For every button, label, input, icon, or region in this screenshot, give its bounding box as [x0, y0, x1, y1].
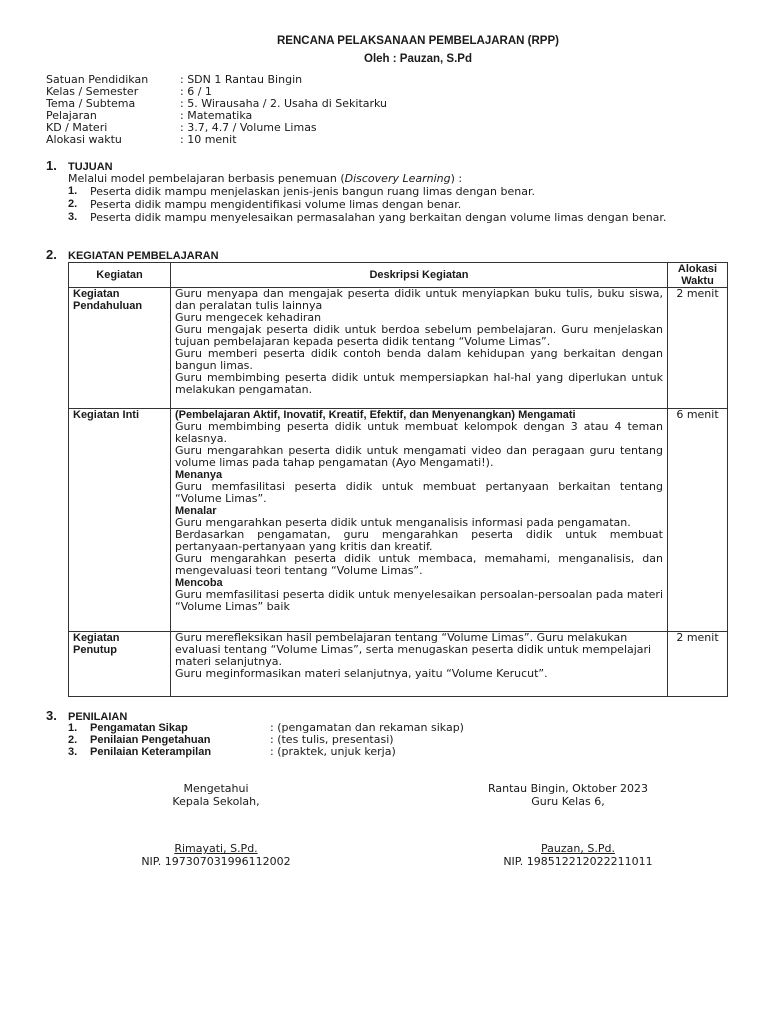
section-penilaian-heading — [46, 708, 127, 723]
section-title: PENILAIAN — [68, 711, 128, 723]
identity-label: Satuan Pendidikan — [46, 73, 149, 86]
subsection-heading: (Pembelajaran Aktif, Inovatif, Kreatif, Efektif, dan Menyenangkan) Mengamati — [175, 409, 576, 421]
signature-right-footer — [468, 842, 688, 868]
section-number: 1. — [46, 158, 57, 173]
identity-label: Alokasi waktu — [46, 133, 122, 146]
signature-name: Pauzan, S.Pd. — [541, 842, 615, 855]
tujuan-item — [68, 198, 728, 211]
penilaian-item — [68, 722, 464, 734]
item-text: Peserta didik mampu mengidentifikasi volume limas dengan benar. — [90, 198, 462, 211]
signature-name: Rimayati, S.Pd. — [174, 842, 258, 855]
table-header-row — [69, 263, 728, 288]
penilaian-label: Penilaian Keterampilan — [90, 746, 212, 758]
signature-nip: NIP. 197307031996112002 — [141, 855, 291, 868]
identity-label: Kelas / Semester — [46, 85, 139, 98]
tujuan-intro-text: Melalui model pembelajaran berbasis penemuan ( — [68, 172, 345, 185]
identity-value: : 3.7, 4.7 / Volume Limas — [180, 121, 317, 134]
deskripsi-line: Guru meginformasikan materi selanjutnya, yaitu “Volume Kerucut”. — [175, 667, 548, 680]
deskripsi-line: Guru memfasilitasi peserta didik untuk menyelesaikan persoalan-persoalan pada materi “Volume Limas” baik — [175, 588, 663, 613]
signature-line: Rantau Bingin, Oktober 2023 — [487, 782, 649, 795]
column-header-kegiatan: Kegiatan — [69, 263, 171, 288]
identity-row — [46, 134, 387, 146]
tujuan-intro-italic: Discovery Learning — [344, 172, 451, 185]
item-number: 3. — [68, 746, 78, 758]
subsection-heading: Mencoba — [175, 577, 223, 589]
identity-value: : 6 / 1 — [180, 85, 212, 98]
section-number: 2. — [46, 247, 57, 262]
signature-role: Kepala Sekolah, — [172, 795, 260, 808]
tujuan-intro-end: ) : — [450, 172, 463, 185]
kegiatan-name: Kegiatan Penutup — [73, 632, 120, 656]
item-number: 2. — [68, 734, 78, 746]
signature-line: Mengetahui — [183, 782, 249, 795]
signature-nip: NIP. 198512212022211011 — [503, 855, 653, 868]
subsection-heading: Menalar — [175, 505, 217, 517]
item-text: Peserta didik mampu menjelaskan jenis-jenis bangun ruang limas dengan benar. — [90, 185, 535, 198]
identity-value: : 5. Wirausaha / 2. Usaha di Sekitarku — [180, 97, 388, 110]
tujuan-item — [68, 211, 728, 224]
deskripsi-line: Guru mengarahkan peserta didik untuk mengamati video dan peragaan guru tentang volume limas pada tahap pengamatan (Ayo Mengamati!). — [175, 444, 663, 469]
deskripsi-line: Guru mengarahkan peserta didik untuk menganalisis informasi pada pengamatan. — [175, 516, 631, 529]
identity-block — [46, 74, 387, 146]
alokasi-cell: 2 menit — [668, 288, 728, 409]
identity-value: : Matematika — [180, 109, 253, 122]
tujuan-block — [68, 172, 728, 224]
kegiatan-name: Kegiatan Inti — [73, 409, 140, 421]
deskripsi-line: Guru merefleksikan hasil pembelajaran tentang “Volume Limas”. Guru melakukan evaluasi tentang “Volume Limas”, serta menugaskan peserta didik untuk mempelajari materi selanjutnya. — [175, 631, 652, 668]
penilaian-item — [68, 746, 464, 758]
item-number: 1. — [68, 722, 78, 734]
deskripsi-line: Guru membimbing peserta didik untuk membuat kelompok dengan 3 atau 4 teman kelasnya. — [175, 420, 663, 445]
section-number: 3. — [46, 708, 57, 723]
kegiatan-name: Kegiatan Pendahuluan — [73, 288, 143, 312]
deskripsi-line: Berdasarkan pengamatan, guru mengarahkan peserta didik untuk membuat pertanyaan-pertanyaan yang kritis dan kreatif. — [175, 528, 663, 553]
deskripsi-line: Guru mengarahkan peserta didik untuk membaca, memahami, menganalisis, dan mengevaluasi teori tentang “Volume Limas”. — [175, 552, 663, 577]
kegiatan-cell — [69, 632, 171, 697]
kegiatan-cell — [69, 409, 171, 632]
item-number: 3. — [68, 211, 78, 223]
table-row-penutup — [69, 632, 728, 697]
section-tujuan-heading — [46, 158, 113, 173]
document-author: Oleh : Pauzan, S.Pd — [364, 53, 472, 65]
signature-right-header — [458, 782, 678, 808]
identity-value: : SDN 1 Rantau Bingin — [180, 73, 303, 86]
subsection-heading: Menanya — [175, 469, 223, 481]
alokasi-cell: 2 menit — [668, 632, 728, 697]
signature-left-footer — [106, 842, 326, 868]
deskripsi-line: Guru mengajak peserta didik untuk berdoa sebelum pembelajaran. Guru menjelaskan tujuan pembelajaran kepada peserta didik tentang “Volume Limas”. — [175, 323, 663, 348]
item-number: 1. — [68, 185, 78, 197]
penilaian-list — [68, 722, 464, 758]
deskripsi-cell — [171, 409, 668, 632]
table-row-inti — [69, 409, 728, 632]
kegiatan-table — [68, 262, 728, 697]
section-title: KEGIATAN PEMBELAJARAN — [68, 250, 219, 262]
deskripsi-line: Guru memberi peserta didik contoh benda dalam kehidupan yang berkaitan dengan bangun limas. — [175, 347, 663, 372]
section-kegiatan-heading — [46, 247, 219, 262]
penilaian-label: Penilaian Pengetahuan — [90, 734, 211, 746]
signature-left-header — [106, 782, 326, 808]
kegiatan-cell — [69, 288, 171, 409]
document-title: RENCANA PELAKSANAAN PEMBELAJARAN (RPP) — [277, 35, 559, 47]
alokasi-cell: 6 menit — [668, 409, 728, 632]
identity-label: KD / Materi — [46, 121, 108, 134]
deskripsi-cell — [171, 288, 668, 409]
signature-role: Guru Kelas 6, — [531, 795, 605, 808]
tujuan-intro — [68, 172, 728, 185]
section-title: TUJUAN — [68, 161, 113, 173]
table-row-pendahuluan — [69, 288, 728, 409]
penilaian-item — [68, 734, 464, 746]
penilaian-value: : (pengamatan dan rekaman sikap) — [270, 721, 464, 734]
penilaian-label: Pengamatan Sikap — [90, 722, 188, 734]
deskripsi-line: Guru menyapa dan mengajak peserta didik untuk menyiapkan buku tulis, buku siswa, dan peralatan tulis lainnya — [175, 287, 663, 312]
penilaian-value: : (tes tulis, presentasi) — [270, 733, 394, 746]
identity-value: : 10 menit — [180, 133, 237, 146]
item-number: 2. — [68, 198, 78, 210]
penilaian-value: : (praktek, unjuk kerja) — [270, 745, 396, 758]
identity-label: Tema / Subtema — [46, 97, 136, 110]
tujuan-item — [68, 185, 728, 198]
deskripsi-line: Guru mengecek kehadiran — [175, 311, 322, 324]
column-header-alokasi: Alokasi Waktu — [668, 263, 728, 288]
identity-label: Pelajaran — [46, 109, 97, 122]
column-header-deskripsi: Deskripsi Kegiatan — [171, 263, 668, 288]
item-text: Peserta didik mampu menyelesaikan permasalahan yang berkaitan dengan volume limas dengan benar. — [90, 211, 667, 224]
deskripsi-line: Guru membimbing peserta didik untuk mempersiapkan hal-hal yang diperlukan untuk melakukan pengamatan. — [175, 371, 663, 396]
deskripsi-cell — [171, 632, 668, 697]
deskripsi-line: Guru memfasilitasi peserta didik untuk membuat pertanyaan berkaitan tentang “Volume Limas”. — [175, 480, 663, 505]
